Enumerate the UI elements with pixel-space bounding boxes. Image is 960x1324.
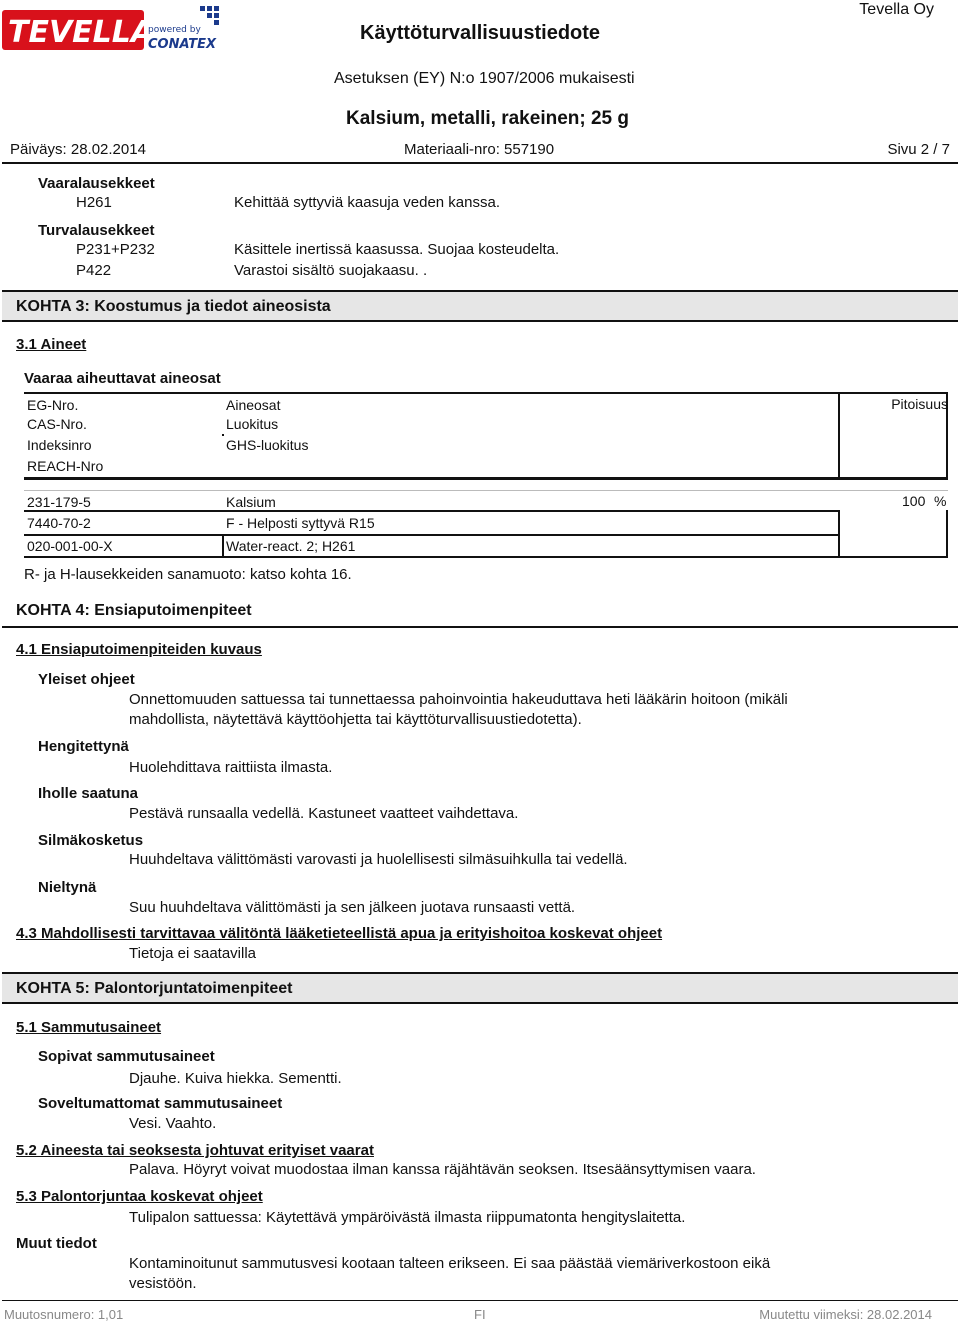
section-5-title: KOHTA 5: Palontorjuntatoimenpiteet <box>16 980 293 997</box>
row-classification: F - Helposti syttyvä R15 <box>226 515 375 531</box>
section-5-1-heading: 5.1 Sammutusaineet <box>16 1019 162 1036</box>
ingestion-text: Suu huuhdeltava välittömästi ja sen jälkeen juotava runsaasti vettä. <box>129 899 576 916</box>
general-advice-label: Yleiset ohjeet <box>38 671 135 688</box>
section-3-header <box>2 290 958 322</box>
general-advice-text-1: Onnettomuuden sattuessa tai tunnettaessa pahoinvointia hakeuduttava heti lääkärin hoitoon (mikäli <box>129 691 788 708</box>
skin-contact-text: Pestävä runsaalla vedellä. Kastuneet vaatteet vaihdettava. <box>129 805 519 822</box>
logo-partner: CONATEX <box>148 37 217 52</box>
unsuitable-media-label: Soveltumattomat sammutusaineet <box>38 1095 283 1112</box>
phrases-note: R- ja H-lausekkeiden sanamuoto: katso kohta 16. <box>24 566 352 583</box>
section-5-3-heading: 5.3 Palontorjuntaa koskevat ohjeet <box>16 1188 263 1205</box>
inhalation-label: Hengitettynä <box>38 738 129 755</box>
inhalation-text: Huolehdittava raittiista ilmasta. <box>129 759 333 776</box>
logo-powered: powered by <box>148 25 201 35</box>
other-info-text-1: Kontaminoitunut sammutusvesi kootaan talteen erikseen. Ei saa päästää viemäriverkostoon eikä <box>129 1255 771 1272</box>
language-code: FI <box>474 1307 486 1322</box>
suitable-media-text: Djauhe. Kuiva hiekka. Sementti. <box>129 1070 342 1087</box>
h-text: Kehittää syttyviä kaasuja veden kanssa. <box>234 194 500 211</box>
row-ghs: Water-react. 2; H261 <box>226 538 356 554</box>
col-ghs-header: GHS-luokitus <box>226 437 309 453</box>
general-advice-text-2: mahdollista, näytettävä käyttöohjetta tai käyttöturvallisuustiedotetta). <box>129 711 582 728</box>
section-4-title: KOHTA 4: Ensiaputoimenpiteet <box>16 602 252 619</box>
regulation-text: Asetuksen (EY) N:o 1907/2006 mukaisesti <box>334 70 635 87</box>
section-4-3-text: Tietoja ei saatavilla <box>129 945 257 962</box>
col-cas-header: CAS-Nro. <box>27 416 87 432</box>
p1-code: P231+P232 <box>76 241 155 258</box>
revision-number: Muutosnumero: 1,01 <box>4 1307 124 1322</box>
row-concentration: 100 <box>902 493 926 509</box>
date-label: Päiväys: 28.02.2014 <box>10 141 146 158</box>
unsuitable-media-text: Vesi. Vaahto. <box>129 1115 217 1132</box>
section-4-divider <box>2 626 958 628</box>
eye-contact-text: Huuhdeltava välittömästi varovasti ja huolellisesti silmäsuihkulla tai vedellä. <box>129 851 628 868</box>
row-cas: 7440-70-2 <box>27 515 91 531</box>
p2-code: P422 <box>76 262 112 279</box>
col-component-header: Aineosat <box>226 397 281 413</box>
section-3-title: KOHTA 3: Koostumus ja tiedot aineosista <box>16 298 331 315</box>
document-title: Käyttöturvallisuustiedote <box>360 22 601 44</box>
section-5-2-text: Palava. Höyryt voivat muodostaa ilman kanssa räjähtävän seoksen. Itsesäänsyttymisen vaara. <box>129 1161 756 1178</box>
header-divider <box>2 162 958 164</box>
footer-divider <box>2 1300 958 1301</box>
material-number: Materiaali-nro: 557190 <box>404 141 555 158</box>
ingestion-label: Nieltynä <box>38 879 97 896</box>
logo-graphic <box>2 4 222 54</box>
section-5-2-heading: 5.2 Aineesta tai seoksesta johtuvat erityiset vaarat <box>16 1142 374 1159</box>
logo <box>2 4 222 54</box>
p2-text: Varastoi sisältö suojakaasu. . <box>234 262 428 279</box>
last-modified: Muutettu viimeksi: 28.02.2014 <box>759 1307 932 1322</box>
section-5-3-text: Tulipalon sattuessa: Käytettävä ympäröivästä ilmasta riippumatonta hengityslaitetta. <box>129 1209 686 1226</box>
h-code: H261 <box>76 194 112 211</box>
section-5-header <box>2 972 958 1004</box>
section-3-1-heading: 3.1 Aineet <box>16 336 87 353</box>
page-number: Sivu 2 / 7 <box>887 141 950 158</box>
row-unit: % <box>934 493 947 509</box>
other-info-text-2: vesistöön. <box>129 1275 197 1292</box>
product-name: Kalsium, metalli, rakeinen; 25 g <box>346 108 629 129</box>
hazardous-components-title: Vaaraa aiheuttavat aineosat <box>24 370 221 387</box>
p1-text: Käsittele inertissä kaasussa. Suojaa kosteudelta. <box>234 241 560 258</box>
section-4-1-heading: 4.1 Ensiaputoimenpiteiden kuvaus <box>16 641 262 658</box>
hazard-statements-label: Vaaralausekkeet <box>38 175 155 192</box>
logo-brand: TEVELLA <box>8 15 155 50</box>
other-info-label: Muut tiedot <box>16 1235 97 1252</box>
row-index: 020-001-00-X <box>27 538 113 554</box>
section-4-3-heading: 4.3 Mahdollisesti tarvittavaa välitöntä lääketieteellistä apua ja erityishoitoa koskevat ohjeet <box>16 925 663 942</box>
col-index-header: Indeksinro <box>27 437 92 453</box>
company-name: Tevella Oy <box>859 1 934 18</box>
col-classification-header: Luokitus <box>226 416 279 432</box>
col-eg-header: EG-Nro. <box>27 397 79 413</box>
suitable-media-label: Sopivat sammutusaineet <box>38 1048 215 1065</box>
row-eg: 231-179-5 <box>27 494 91 510</box>
precaution-statements-label: Turvalausekkeet <box>38 222 155 239</box>
skin-contact-label: Iholle saatuna <box>38 785 139 802</box>
row-name: Kalsium <box>226 494 276 510</box>
eye-contact-label: Silmäkosketus <box>38 832 144 849</box>
col-concentration-header: Pitoisuus <box>891 396 948 412</box>
col-reach-header: REACH-Nro <box>27 458 104 474</box>
